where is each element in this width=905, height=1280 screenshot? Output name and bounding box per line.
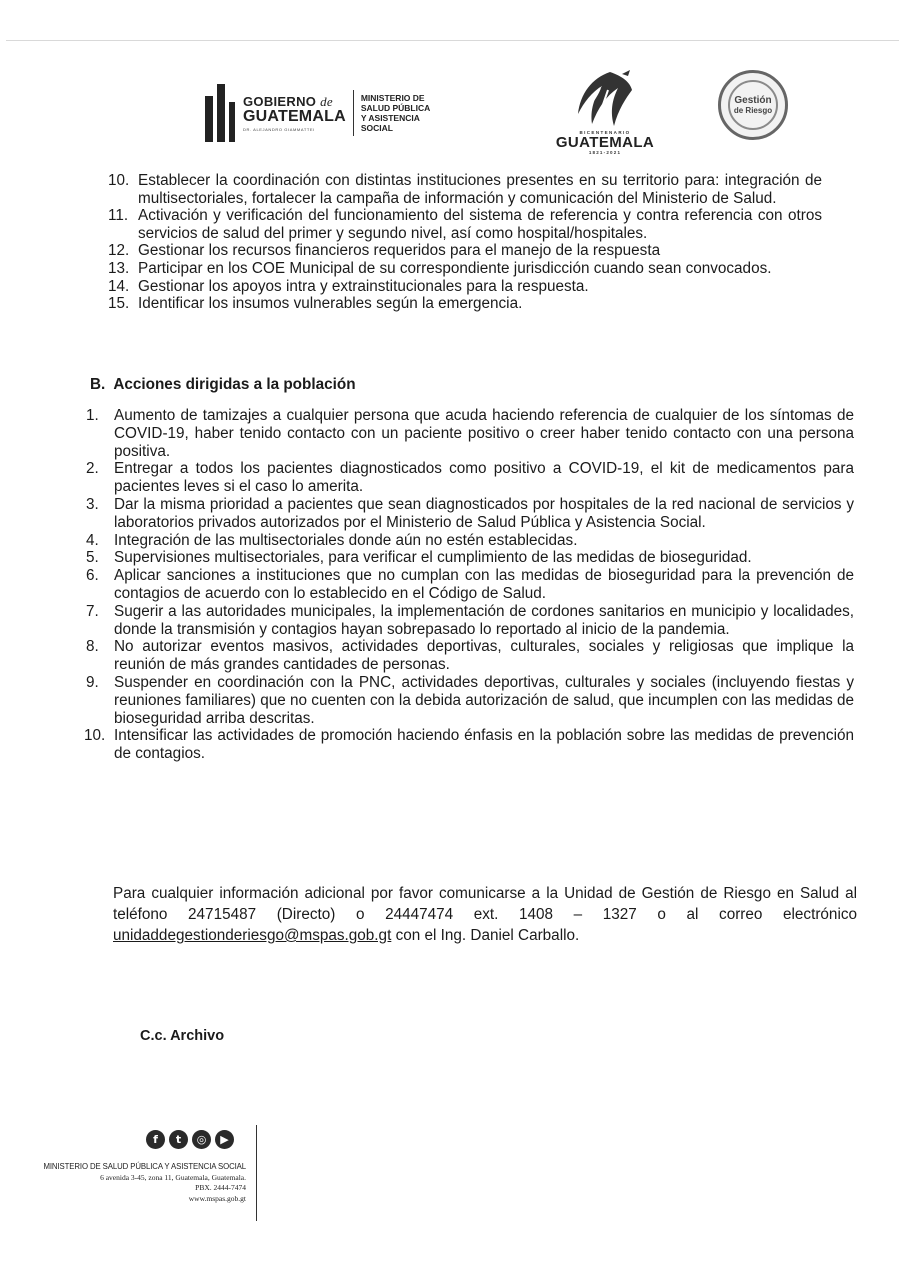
- gobierno-emblem-icon: [205, 84, 235, 142]
- gobierno-line3: DR. ALEJANDRO GIAMMATTEI: [243, 126, 315, 132]
- social-icons: [146, 1130, 234, 1149]
- footer-ministry: MINISTERIO DE SALUD PÚBLICA Y ASISTENCIA SOCIAL: [43, 1162, 246, 1171]
- gobierno-logo: [205, 82, 430, 144]
- instagram-icon[interactable]: ◎: [192, 1130, 211, 1149]
- section-b-heading: B. Acciones dirigidas a la población: [90, 376, 356, 393]
- bicentenario-years: 1821-2021: [588, 150, 622, 155]
- footer-address-line: 6 avenida 3-45, zona 11, Guatemala, Guatemala.: [100, 1172, 246, 1182]
- gestion-riesgo-line2: de Riesgo: [733, 105, 773, 115]
- gestion-riesgo-line1: Gestión: [734, 94, 772, 106]
- youtube-icon[interactable]: ▶: [215, 1130, 234, 1149]
- list-item: 13. Participar en los COE Municipal de su correspondiente jurisdicción cuando sean convocados.: [108, 259, 772, 277]
- gestion-riesgo-logo: [718, 70, 788, 140]
- list-item: 12. Gestionar los recursos financieros requeridos para el manejo de la respuesta: [108, 242, 661, 260]
- bicentenario-quetzal-icon: [540, 68, 670, 130]
- list-item: 1. Aumento de tamizajes a cualquier persona que acuda haciendo referencia de cualquier de los síntomas de COVID-19, haber tenido contacto con un paciente positivo o creer haber tenido contacto con una persona positiva.: [86, 407, 854, 460]
- list-item: 14. Gestionar los apoyos intra y extrainstitucionales para la respuesta.: [108, 277, 589, 295]
- list-item: 5. Supervisiones multisectoriales, para verificar el cumplimiento de las medidas de bioseguridad.: [86, 549, 752, 567]
- bicentenario-logo: [540, 68, 670, 160]
- contact-paragraph: Para cualquier información adicional por favor comunicarse a la Unidad de Gestión de Riesgo en Salud al teléfono 24715487 (Directo) o 24447474 ext. 1408 – 1327 o al correo electrónico unidaddegestionderiesgo@mspas.gob.gt con el Ing. Daniel Carballo.: [113, 885, 857, 944]
- list-item: 8. No autorizar eventos masivos, actividades deportivas, culturales, sociales y religiosas que implique la reunión de más grandes cantidades de personas.: [86, 638, 854, 674]
- list-item: 11. Activación y verificación del funcionamiento del sistema de referencia y contra referencia con otros servicios de salud del primer y segundo nivel, así como hospital/hospitales.: [108, 207, 822, 242]
- list-item: 10. Intensificar las actividades de promoción haciendo énfasis en la población sobre las medidas de prevención de contagios.: [84, 727, 854, 763]
- footer-phone: PBX. 2444-7474: [195, 1183, 246, 1192]
- bicentenario-label: BICENTENARIO: [579, 130, 631, 135]
- list-item: 2. Entregar a todos los pacientes diagnosticados como positivo a COVID-19, el kit de medicamentos para pacientes leves si el caso lo amerita.: [86, 460, 854, 496]
- twitter-icon[interactable]: t: [169, 1130, 188, 1149]
- logo-divider: [353, 90, 354, 136]
- list-item: 10. Establecer la coordinación con distintas instituciones presentes en su territorio para: integración de multisectoriales, fortalecer la campaña de información y comunicación del Ministerio de Salud.: [108, 172, 822, 207]
- facebook-icon[interactable]: f: [146, 1130, 165, 1149]
- ministerio-name: MINISTERIO DE SALUD PÚBLICA Y ASISTENCIA SOCIAL: [360, 93, 431, 133]
- footer-address: [20, 1162, 246, 1204]
- gobierno-line2: GUATEMALA: [243, 107, 346, 125]
- list-item: 3. Dar la misma prioridad a pacientes que sean diagnosticados por hospitales de la red nacional de servicios y laboratorios privados autorizados por el Ministerio de Salud Pública y Asistencia Social.: [86, 495, 854, 531]
- contact-email-link[interactable]: unidaddegestionderiesgo@mspas.gob.gt: [113, 927, 392, 944]
- list-item: 9. Suspender en coordinación con la PNC, actividades deportivas, culturales y sociales (incluyendo fiestas y reuniones familiares) que no cuenten con la debida autorización de salud, que incumplen con las medidas de bioseguridad arriba descritas.: [86, 673, 854, 727]
- list-population-actions: [84, 407, 854, 763]
- list-item: 7. Sugerir a las autoridades municipales, la implementación de cordones sanitarios en municipio y localidades, donde la transmisión y contagios hayan sobrepasado lo reportado al inicio de la pandemia.: [86, 602, 854, 638]
- gobierno-line1: GOBIERNO de: [243, 93, 333, 109]
- list-item: 4. Integración de las multisectoriales donde aún no estén establecidas.: [86, 531, 578, 549]
- bicentenario-country: GUATEMALA: [555, 134, 655, 151]
- list-item: 6. Aplicar sanciones a instituciones que no cumplan con las medidas de bioseguridad para la prevención de contagios de acuerdo con lo establecido en el Código de Salud.: [86, 567, 854, 602]
- list-item: 15. Identificar los insumos vulnerables según la emergencia.: [108, 295, 523, 313]
- footer-divider: [256, 1125, 257, 1221]
- footer-website: www.mspas.gob.gt: [188, 1193, 246, 1203]
- list-coordination-actions: [108, 172, 822, 313]
- cc-archivo: C.c. Archivo: [140, 1028, 225, 1044]
- page-edge-line: [6, 40, 899, 41]
